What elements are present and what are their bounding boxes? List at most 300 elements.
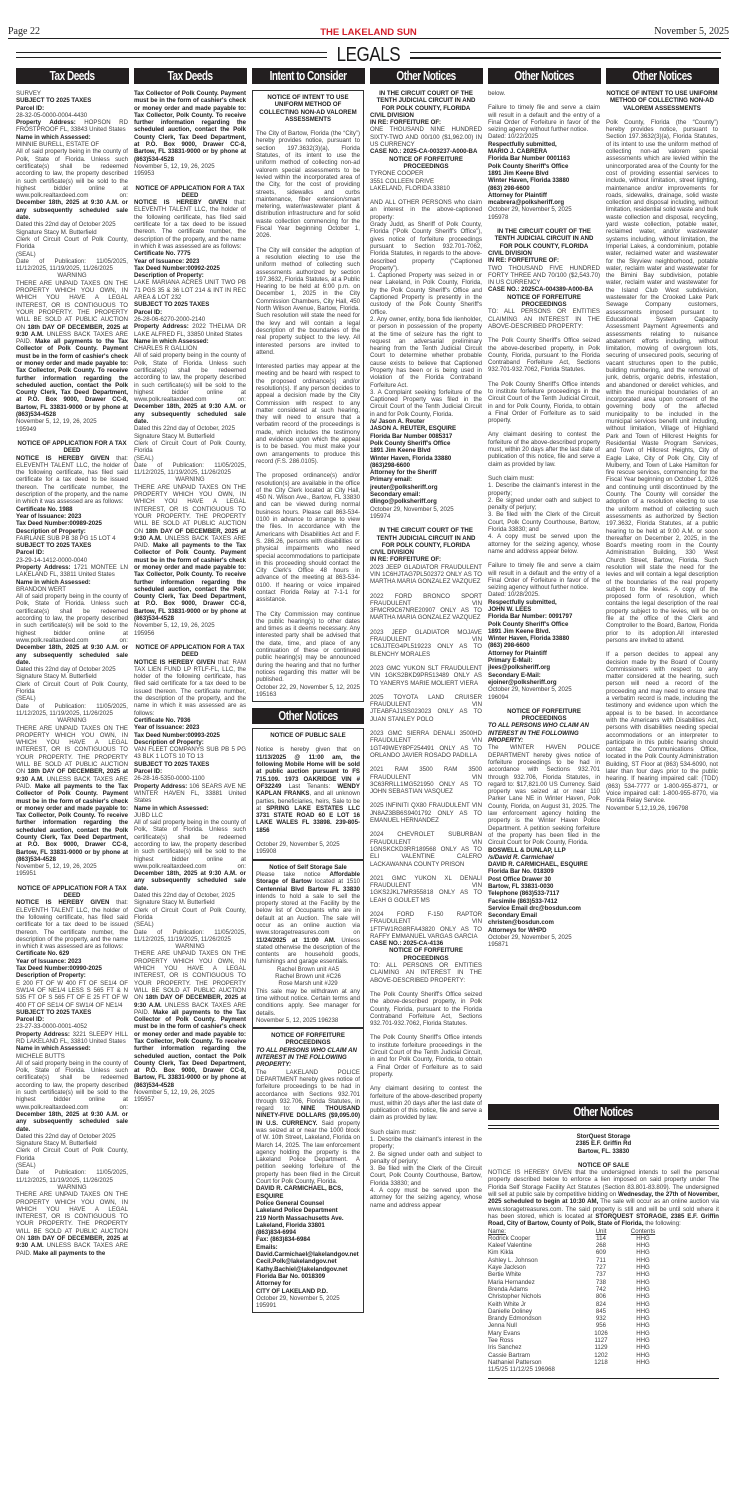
notice-line: November 5, 12, 19, 26, 2025 <box>134 162 215 170</box>
notice-footer: 11/5/25 11/12/25 196968 <box>488 1366 555 1374</box>
contents: HHG <box>636 1285 650 1293</box>
notice-line: BRANDON WERT <box>16 585 66 593</box>
notice-label: jlees@polksheriff.org <box>488 664 551 672</box>
body-text: 1. Captioned Property was seized in or near Lakeland, in Polk County, Florida, by the Polk County Sheriff's Office and Captioned Property is presently in the custody of the Polk County Sheriff's Office. <box>370 272 482 316</box>
body-text: This sale may be withdrawn at any time without notice. Certain terms and conditions apply. See manager for details. <box>256 987 360 1017</box>
notice-label: Facsimile (863)533-7412 <box>488 897 558 905</box>
table-row <box>488 1293 719 1300</box>
body-text: 2022 FORD BRONCO SPORT FRAUDULENT VIN 3FMCR9C67NRE20907 ONLY AS TO MARTHA MARIA GONZALEZ VAZQUEZ <box>370 592 482 622</box>
table-row <box>488 1337 719 1344</box>
contents: HHG <box>636 1278 650 1286</box>
notice-line: E 200 FT OF W 400 FT OF SE1/4 OF SW1/4 OF NE1/4 LESS S 565 FT & N 535 FT OF S 565 FT OF E 25 FT OF W 400 FT OF SE1/4 OF SW1/4 OF NE1/4 <box>16 979 128 1009</box>
spacer <box>606 112 718 119</box>
emphasis-text: NOTICE IS HEREBY GIVEN <box>16 899 110 907</box>
section-header-label: Tax Deeds <box>50 69 95 83</box>
emphasis-text: SPRING LAKE ESTATES LLC 3731 STATE ROAD 60 E LOT 16 LAKE WALES FL 33898. 239-805-1856 <box>256 804 360 834</box>
notice-line: November 5,12,19,26, 196798 <box>606 804 689 812</box>
section-header-label: Other Notices <box>632 69 693 83</box>
notice-label: CITY OF LAKELAND P.D. <box>256 1287 328 1295</box>
contents: HHG <box>636 1351 650 1359</box>
notice-paragraph <box>16 899 128 950</box>
body-text: Please take notice <box>256 870 330 878</box>
section-header-label: Tax Deeds <box>168 69 213 83</box>
body-text: TO: ALL PERSONS OR ENTITIES CLAIMING AN INTEREST IN THE ABOVE-DESCRIBED PROPERTY: <box>370 962 482 984</box>
body-text: located at 1510 <box>311 878 361 886</box>
body-text: THERE ARE UNPAID TAXES ON THE PROPERTY WHICH YOU OWN, IN WHICH YOU HAVE A LEGAL INTEREST, OR IS CONTIGUOUS TO YOUR PROPERTY. THE PROPERTY WILL BE SOLD AT PUBLIC AUCTION ON <box>134 483 246 535</box>
notice-label: Tax Deed Number:00990-2025 <box>16 965 102 973</box>
body-text: 2023 GMC YUKON SLT FRAUDULENT VIN 1GKS2BKD9PR513489 ONLY AS TO YANERYS MARIE MOLIERT VIERA <box>370 664 482 687</box>
notice-line: Signature Stacy M. Butterfield <box>16 228 97 236</box>
table-row <box>488 1242 719 1249</box>
notice-centered-line: WARNING <box>57 272 87 280</box>
notice-label: SUBJECT TO 2025 TAXES <box>134 760 210 768</box>
spacer <box>370 759 482 766</box>
emphasis-text: Property Address: <box>16 564 71 571</box>
unit-number: 956 <box>595 1322 607 1330</box>
tenant-name: Jenna Null <box>488 1322 517 1330</box>
body-text: intends to hold a sale to sell the property stored at the Facility by the below list of Occupants who are in default at an Auction. The sale will occur as an online auction via www.storagetreasures.com on <box>256 892 360 937</box>
banner-line <box>16 52 327 58</box>
notice-heading: NOTICE OF PUBLIC SALE <box>270 732 346 740</box>
column-5 <box>488 90 600 1095</box>
notice-line: Date of Publication: 11/05/2025, 11/12/2025, 11/19/2025, 11/26/2025 <box>134 461 246 477</box>
body-text: THERE ARE UNPAID TAXES ON THE PROPERTY WHICH YOU OWN, IN WHICH YOU HAVE A LEGAL INTEREST, OR IS CONTIGUOUS TO YOUR PROPERTY. THE PROPERTY WILL BE SOLD AT PUBLIC AUCTION ON <box>16 724 128 776</box>
emphasis-text: 18th DAY OF DECEMBER, 2025 at 9:30 A.M. <box>16 768 128 783</box>
body-text: Interested parties may appear at the meeting and be heard with respect to the proposed ordinance(s) and/or resolution(s). If any person decides to appeal a decision made by the City Commission with respect to any matter considered at such hearing, they will need to ensure that a verbatim record of the proceedings is made, which includes the testimony and evidence upon which the appeal is to be based. You must make your own arrangements to produce this record (F.S. 286.0105). <box>256 363 360 465</box>
body-text: If a person decides to appeal any decision made by the Board of County Commissioners with respect to any matter considered at the hearing, such person will need a record of the proceeding and may need to ensure that a verbatim record is made, including the testimony and evidence upon which the appeal is to be based. In accordance with the Americans with Disabilities Act, persons with disabilities needing special accommodations or an interpreter to participate in this public hearing should contact the Communications Office, located in the Polk County Administration Building, ST Floor at (863) 534-6090, not later than four days prior to the public hearing. If hearing impaired call: (TDD) (863) 534-7777 or 1-800-955-8771, or Voice impaired call: 1-800-955-8770, via Florida Relay Service. <box>606 651 718 805</box>
body-text: Polk County, Florida (the “County”) hereby provides notice, pursuant to Section 197.3632(3)(a), Florida Statutes, of its intent to use the uniform method of collecting non-ad valorem special assessments which are levied within the unincorporated area of the County for the cost of providing essential services to include, without limitation, street lighting, maintenance and/or improvements for roads, sidewalks, drainage, solid waste collection and disposal including, without limitation, residential solid waste and bulk waste collection and disposal, recycling, yard waste collection, potable water, reclaimed water, and/or wastewater systems including, without limitation, the Imperial Lakes, a condominium, potable water, reclaimed water and wastewater for the Skyview neighborhood, potable water, reclaim water and wastewater for the Bimini Bay subdivision, potable water, reclaim water and wastewater for the Island Club West subdivision, wastewater for the Crooked Lake Park Sewage Company customers, assessments imposed pursuant to Educational System Capacity Assessment Payment Agreements and assessments relating to nuisance abatement efforts including, without limitation, mowing of overgrown lots, securing of unsecured pools, securing of vacant structures open to the public, building numbering, and the removal of junk, debris, organic debris, infestation, and abandoned or derelict vehicles, and within the municipal boundaries of an incorporated area upon consent of the governing body of the affected municipality to be included in the municipal services benefit unit including, without limitation, Village of Highland Park and Town of Hillcrest Heights for Residential Waste Program Services, and Town of Hillcrest Heights, City of Eagle Lake, City of Polk City, City of Mulberry, and Town of Lake Hamilton for fire rescue services, commencing for the Fiscal Year beginning on October 1, 2026 and continuing until discontinued by the County. The County will consider the adoption of a resolution electing to use the uniform method of collecting such assessments as authorized by Section 197.3632, Florida Statutes, at a public hearing to be held at 9:00 A.M. or soon thereafter on December 2, 2025, in the Board's meeting room in the County Administration Building, 330 West Church Street, Bartow, Florida. Such resolution will state the need for the levies and will contain a legal description of the boundaries of the real property subject to the levies. A copy of the proposed form of resolution, which contains the legal description of the real property subject to the levies, will be on file at the office of the Clerk and Comptroller to the Board, Bartow, Florida prior to its adoption.All interested persons are invited to attend. <box>606 118 718 644</box>
notice-label: Tax Deed Number:00993-2025 <box>134 731 220 739</box>
body-text: The Polk County Sheriff's Office intends to institute forfeiture proceedings in the Circuit Court of the Tenth Judicial Circuit, in and for Polk County, Florida, to obtain a Final Order of Forfeiture as to said property. <box>488 380 600 425</box>
notice-label: Description of Property: <box>134 738 204 746</box>
notice-line: below. <box>488 90 506 97</box>
spacer <box>370 984 482 991</box>
notice-label: Year of Issuance: 2023 <box>134 724 200 732</box>
notice-line: (SEAL) <box>134 454 154 462</box>
notice-line: 195871 <box>488 941 509 949</box>
notice-title: NOTICE OF SALE <box>577 1161 630 1169</box>
notice-label: (863)298-6600 <box>370 461 410 469</box>
body-text: that: ELEVENTH TALENT LLC, the holder of the following certificate, has filed said certificate for a tax deed to be issued thereon. The certificate number, the description of the property, and the name in which it was assessed are as follows: <box>134 199 246 250</box>
notice-paragraph <box>256 746 360 834</box>
spacer <box>134 178 246 185</box>
body-text: 106 SEARS AVE NE WINTER HAVEN FL, 33881 United States <box>134 782 246 805</box>
spacer <box>256 739 360 746</box>
double-rule <box>488 1125 719 1129</box>
notice-line: Clerk of Circuit Court of Polk County, Florida <box>134 906 246 921</box>
contents: HHG <box>636 1293 650 1301</box>
notice-line: Clerk of Circuit Court of Polk County, Florida <box>134 439 246 455</box>
notice-centered-line: Rose Marsh unit #J29 <box>278 980 338 988</box>
notice-paragraph <box>256 1069 360 1186</box>
notice-paragraph <box>606 119 718 644</box>
notice-heading: NOTICE OF APPLICATION FOR A TAX DEED <box>135 643 245 659</box>
section-header <box>606 68 719 84</box>
notice-label: JOHN W. LEES <box>488 606 532 613</box>
notice-line: 3551 COLLEEN DRIVE <box>370 177 435 185</box>
notice-label: CASE NO.: 2025-CA-4136 <box>370 940 444 948</box>
notice-paragraph <box>370 766 482 795</box>
body-text: 2025 TOYOTA LAND CRUISER FRAUDULENT VIN JTEABFAJ1SS023023 ONLY AS TO JUAN STANLEY POLO <box>370 693 482 723</box>
notice-label: SUBJECT TO 2025 TAXES <box>16 1008 92 1016</box>
body-text: the following: <box>643 1220 681 1228</box>
notice-paragraph <box>370 316 482 389</box>
section-header <box>488 1104 719 1120</box>
notice-line: October 29, November 5, 2025 <box>256 841 340 849</box>
notice-line: 2. Be signed under oath and subject to penalty of perjury; <box>370 1150 482 1165</box>
unit-number: 268 <box>595 1242 607 1250</box>
contents: HHG <box>636 1322 650 1330</box>
table-row <box>488 1315 719 1322</box>
notice-label: Tax Deed Number:00992-2025 <box>134 264 220 272</box>
body-text: Unless stated otherwise the description of the contents are household goods, furnishings and garage essentials. <box>256 936 360 966</box>
notice-label: Polk County Sheriff's Office <box>488 162 569 170</box>
notice-label: Parcel ID: <box>134 768 163 776</box>
body-text: The Polk County Sheriff's Office seized the above-described property, in Polk County, Florida, pursuant to the Florida Contraband Forfeiture Act, Sections 932.701-932.7062, Florida Statutes. <box>370 990 482 1028</box>
notice-line: MICHELE BUTTS <box>16 1052 65 1060</box>
column-6 <box>606 90 718 1095</box>
spacer <box>16 433 128 440</box>
section-header-label: Intent to Consider <box>270 69 347 83</box>
emphasis-text: Property Address: <box>16 1030 70 1038</box>
spacer <box>370 795 482 802</box>
section-header <box>134 68 247 84</box>
notice-line: October 29, November 5, 2025 <box>488 686 572 694</box>
notice-paragraph <box>370 831 482 867</box>
column-3 <box>252 90 364 1505</box>
notice-label: Year of Issuance: 2023 <box>16 957 82 965</box>
unit-number: 806 <box>595 1293 607 1301</box>
notice-paragraph <box>370 991 482 1027</box>
table-row <box>488 1359 719 1366</box>
notice-paragraph <box>370 911 482 940</box>
body-text: UNLESS BACK TAXES ARE PAID. <box>134 534 246 550</box>
notice-label: 1891 Jim Keene Blvd. <box>488 627 551 635</box>
spacer <box>370 824 482 831</box>
notice-label: Parcel ID: <box>16 549 45 557</box>
notice-label: Florida Bar Number: 0091797 <box>488 613 573 621</box>
table-row <box>488 1322 719 1329</box>
notice-label: mcabrera@polksheriff.org <box>488 199 565 207</box>
notice-line: (SEAL) <box>16 695 36 703</box>
emphasis-text: Wednesday, the 27th of November, 2025 scheduled to begin at 10:30 AM, <box>488 1191 719 1206</box>
notice-paragraph <box>370 962 482 984</box>
body-text: Any claimant desiring to contest the forfeiture of the above-described property must, within 20 days after the last date of publication of this notice, file and serve a claim as provided by law. <box>370 1085 482 1122</box>
notice-centered-line: WARNING <box>175 943 205 951</box>
table-row <box>488 1301 719 1308</box>
notice-line: Date of Publication: 11/05/2025, 11/12/2025, 11/19/2025, 11/26/2025 <box>16 257 128 273</box>
notice-line: Dated this 22nd day of October 2025 <box>16 221 116 229</box>
body-text: Notice is hereby given that on <box>256 746 360 754</box>
notice-label: Respectfully submitted, <box>488 598 557 606</box>
notice-paragraph <box>16 593 128 666</box>
notice-line: Signature Stacy M. Butterfield <box>16 1140 97 1148</box>
notice-heading: NOTICE OF INTENT TO USE UNIFORM METHOD OF COLLECTING NON-AD VALOREM ASSESSMENTS <box>259 94 357 123</box>
tenant-name: Keith White Jr <box>488 1300 526 1308</box>
contents: HHG <box>636 1234 650 1242</box>
notice-paragraph <box>370 694 482 723</box>
notice-label: Polk County Sheriff's Office <box>370 439 451 447</box>
notice-paragraph <box>488 381 600 425</box>
notice-paragraph <box>370 875 482 904</box>
notice-label: IN RE: FORFEITURE OF: <box>370 556 442 564</box>
tenant-name: Kaleef Valentine <box>488 1242 532 1250</box>
notice-label: (863) 298-6600 <box>488 184 530 192</box>
emphasis-text: Make all payments to the Tax Collector of Polk County. Payment must be in the form of cashier's check or money order and made payable to: Tax Collector, Polk County. To receive further information regarding the scheduled auction, contact the Polk County Clerk, Tax Deed Department, at P.O. Box 9000, Drawer CC-8, Bartow, FL 33831-9000 or by phone at (863)534-4528 <box>16 782 128 863</box>
notice-label: Florida Bar No. 018309 <box>488 868 554 876</box>
unit-number: 845 <box>595 1307 607 1315</box>
spacer <box>134 637 246 644</box>
notice-label: Service Email drc@bosdun.com <box>488 904 581 912</box>
notice-label: dlingo@polksheriff.org <box>370 498 437 506</box>
notice-label: SUBJECT TO 2025 TAXES <box>16 97 92 105</box>
spacer <box>370 723 482 730</box>
notice-paragraph <box>488 265 600 287</box>
notice-line: 195974 <box>370 512 391 520</box>
notice-line: Signature Stacy M. Butterfield <box>134 899 215 907</box>
spacer <box>488 97 600 104</box>
body-text: The City will consider the adoption of a resolution electing to use the uniform method of collecting such assessments authorized by section 197.3632, Florida Statutes, at a Public Hearing to be held at 6:00 p.m. on December 1, 2025 in the City Commission Chambers, City Hall, 450 North Wilson Avenue, Bartow, Florida. Such resolution will state the need for the levy and will contain a legal description of the boundaries of the real property subject to the levy. All interested persons are invited to attend. <box>256 246 360 356</box>
body-text: Last Tenants: <box>281 782 338 790</box>
unit-number: 1129 <box>594 1344 608 1352</box>
contents: HHG <box>636 1242 650 1250</box>
emphasis-text: NINE THOUSAND NINETY-FIVE DOLLARS ($9,095.00) IN U.S. CURRENCY. <box>256 1105 360 1127</box>
notice-label: DAVID R. CARMICHAEL, ESQUIRE <box>488 861 588 869</box>
unit-number: 711 <box>596 1256 606 1264</box>
notice-line: JUBD LLC <box>134 811 163 819</box>
body-text: that: ELEVENTH TALENT LLC, the holder of the following certificate, has filed said certificate for a tax deed to be issued thereon. The certificate number, the description of the property, and the name in which it was assessed are as follows: <box>16 454 128 506</box>
table-row <box>488 1271 719 1278</box>
spacer <box>370 904 482 911</box>
notice-label: Name in which Assessed: <box>134 337 209 345</box>
contents: HHG <box>636 1264 650 1272</box>
emphasis-text: NOTICE IS HEREBY GIVEN <box>134 658 216 666</box>
emphasis-text: Property Address: <box>134 782 188 790</box>
notice-line: SURVEY <box>16 90 41 97</box>
tenant-name: Ashley L. Johnson <box>488 1256 538 1264</box>
notice-centered-line: WARNING <box>57 717 87 725</box>
notice-italic-heading: /s/David R. Carmichael <box>488 853 554 861</box>
notice-heading: NOTICE OF FORFEITURE PROCEEDINGS <box>389 155 463 170</box>
spacer <box>606 644 718 651</box>
spacer <box>256 834 360 841</box>
notice-line: 195908 <box>256 848 277 856</box>
emphasis-text: Make all payments to the Tax Collector of Polk County. Payment must be in the form of cashier's check or money order and made payable to: Tax Collector, Polk County. To receive further information regarding the scheduled auction, contact the Polk County Clerk, Tax Deed Department, at P.O. Box 9000, Drawer CC-8, Bartow, FL 33831-9000 or by phone at (863)534-4528 <box>134 542 246 623</box>
table-row <box>488 1264 719 1271</box>
emphasis-text: December 18th, 2025 at 9:30 A.M. or any subsequently scheduled sale date. <box>16 199 128 222</box>
notice-label: Attorney for Plaintiff <box>488 191 547 199</box>
unit-number: 727 <box>595 1264 607 1272</box>
contents: HHG <box>636 1344 650 1352</box>
spacer <box>370 520 482 527</box>
contents: HHG <box>636 1249 650 1257</box>
body-text: Failure to timely file and serve a claim will result in a default and the entry of a Final Order of Forfeiture in favor of the seizing agency without further notice. <box>488 104 600 134</box>
spacer <box>16 878 128 885</box>
body-text: 2023 JEEP GLADIATOR MOJAVE FRAUDULENT VIN 1C6JJTEG4PL519223 ONLY AS TO BLENCHY MORALES <box>370 628 482 658</box>
body-text: 2024 CHEVROLET SUBURBAN FRAUDULENT VIN 1GNSKCKD3RR189568 ONLY AS TO ELI VALENTINE CALERO LACKAWANNA COUNTY PRISON <box>370 831 482 868</box>
notice-label: SUBJECT TO 2025 TAXES <box>16 542 92 550</box>
notice-line: FAIRLANE SUB PB 38 PG 15 LOT 4 <box>16 534 116 542</box>
spacer <box>488 221 600 228</box>
spacer <box>488 330 600 337</box>
emphasis-text: December 18th, 2025 at 9:30 A.M. or any subsequently scheduled sale date. <box>16 1110 128 1133</box>
facility-city: Bartow, FL. 33830 <box>577 1147 630 1155</box>
emphasis-text: 18th DAY OF DECEMBER, 2025 at 9:30 A.M. <box>16 1235 128 1250</box>
notice-paragraph <box>488 562 600 591</box>
tenant-name: Rodrick Cooper <box>488 1234 531 1242</box>
body-text: The LAKELAND POLICE DEPARTMENT hereby gives notice of forfeiture proceedings to be had in accordance with Sections 932.701 through 932.706, Florida Statutes, in regard to: <box>256 1068 360 1113</box>
notice-label: Secondary email: <box>370 491 421 499</box>
notice-paragraph <box>606 651 718 804</box>
section-title: LEGALS <box>336 43 401 66</box>
emphasis-text: December 18th, 2025 at 9:30 A.M. or any subsequently scheduled sale date. <box>134 403 246 426</box>
notice-label: JASON A. REUTER, ESQUIRE <box>370 425 457 433</box>
spacer <box>488 701 600 708</box>
tenant-name: Cassie Bartram <box>488 1351 530 1359</box>
body-text: 3221 SLEEPY HILL RD LAKELAND FL, 33810 United States <box>16 1030 128 1045</box>
notice-heading: IN THE CIRCUIT COURT OF THE TENTH JUDICIAL CIRCUIT IN AND FOR POLK COUNTY, FLORIDA <box>376 527 476 549</box>
spacer <box>256 240 360 247</box>
notice-label: jreuter@polksheriff.org <box>370 483 438 491</box>
tenant-name: Kaye Jackson <box>488 1264 526 1272</box>
notice-label: DAVID R. CARMICHAEL, BCS, ESQUIRE <box>256 1185 343 1200</box>
notice-label: Parcel ID: <box>16 1016 45 1024</box>
table-header <box>488 1228 719 1235</box>
spacer <box>256 465 360 472</box>
page-number: Page 22 <box>8 26 40 37</box>
notice-line: 195956 <box>134 629 155 637</box>
notice-line: TYRONE COOPER <box>370 170 424 178</box>
notice-label: CASE NO.: 2025CA-004389-A000-BA <box>488 286 594 294</box>
spacer <box>488 424 600 431</box>
notice-line: Date of Publication: 11/05/2025, 11/12/2025, 11/19/2025, 11/26/2025 <box>16 702 128 717</box>
notice-paragraph <box>134 323 246 338</box>
notice-label: Certificate No. 1988 <box>16 505 73 513</box>
body-text: AND ALL OTHER PERSONS who claim an interest in the above-captioned property: <box>370 199 482 221</box>
notice-label: Police General Counsel <box>256 1199 325 1207</box>
body-text: All of said property being in the county of Polk, State of Florida. Unless such certificate(s) shall be redeemed according to law, the property described in such certificate(s) will be sold to the highest bidder online at www.polk.realtaxdeed.com on: <box>16 148 128 200</box>
table-row <box>488 1279 719 1286</box>
notice-line: LAKE MARIANA ACRES UNIT TWO PB 71 PGS 35 & 36 LOT 214 & INT IN REC AREA & LOT 232 <box>134 279 246 302</box>
spacer <box>370 1122 482 1129</box>
notice-label: Kathy.Bachiel@lakelandgov.net <box>256 1265 348 1273</box>
spacer <box>370 868 482 875</box>
notice-line: Dated this 22nd day of October 2025 <box>16 1132 116 1140</box>
emphasis-text: Centennial Blvd Bartow FL 33830 <box>256 885 360 893</box>
notice-centered-line: WARNING <box>175 476 205 484</box>
notice-paragraph <box>134 950 246 1089</box>
table-row <box>488 1344 719 1351</box>
notice-heading: NOTICE OF FORFEITURE PROCEEDINGS <box>507 707 581 723</box>
notice-label: Primary email: <box>370 476 413 484</box>
notice-label: Name in which Assessed: <box>16 133 91 141</box>
facility-name: StorQuest Storage <box>576 1133 631 1140</box>
notice-paragraph <box>370 199 482 221</box>
notice-line: 195957 <box>134 1096 155 1104</box>
notice-paragraph <box>370 564 482 586</box>
body-text: UNLESS BACK TAXES ARE PAID. <box>16 1242 128 1257</box>
emphasis-text: December 18th, 2025 at 9:30 A.M. or any subsequently scheduled sale date. <box>134 870 246 892</box>
table-row <box>488 1286 719 1293</box>
notice-paragraph <box>488 1169 719 1227</box>
emphasis-text: 18th DAY OF DECEMBER, 2025 at 9:30 A.M. <box>134 527 246 542</box>
notice-label: Description of Property: <box>16 527 86 535</box>
notice-label: IN RE: FORFEITURE OF: <box>488 257 560 265</box>
notice-line: November 5, 12, 19, 26, 2025 <box>16 418 97 426</box>
notice-box <box>252 90 364 702</box>
notice-paragraph <box>16 280 128 419</box>
notice-line: October 29, November 5, 2025 <box>256 1294 340 1302</box>
spacer <box>256 123 360 130</box>
notice-label: 219 North Massachusetts Ave. <box>256 1214 344 1222</box>
notice-heading: Notice of Self Storage Sale <box>269 863 347 871</box>
body-text: The City Commission may continue the public hearing(s) to other dates and times as it deems necessary. Any interested party shall be advised that the date, time, and place of any continuation of these or continued public hearing(s) may be announced during the hearing and that no further notices regarding this matter will be published. <box>256 610 360 684</box>
emphasis-text: WENDY KAPLAN FRANKS <box>256 782 360 798</box>
body-text: All of said property being in the county of Polk, State of Florida. Unless such certificate(s) shall be redeemed according to law, the property described in such certificate(s) will be sold to the highest bidder online at www.polk.realtaxdeed.com on: <box>16 593 128 644</box>
body-text: The City of Bartow, Florida (the “City”) hereby provides notice, pursuant to section 197.3632(3)(a), Florida Statutes, of its intent to use the uniform method of collecting non-ad valorem special assessments to be levied within the incorporated area of the City, for the cost of providing streets, sidewalks and curbs maintenance, fiber extension/smart metering, water/wastewater plant & distribution infrastructure and for solid waste collection commencing for the Fiscal Year beginning October 1, 2026. <box>256 130 360 240</box>
notice-label: BOSWELL & DUNLAP, LLP <box>488 846 566 854</box>
notice-paragraph <box>370 126 482 148</box>
body-text: 3. A Complaint seeking forfeiture of the Captioned Property was filed in the Circuit Court of the Tenth Judicial Circuit in and for Polk County, Florida. <box>370 388 482 418</box>
table-row <box>488 1330 719 1337</box>
tenant-name: Nathaniel Patterson <box>488 1358 542 1366</box>
contents: HHG <box>636 1329 650 1337</box>
body-text: Failure to timely file and serve a claim will result in a default and the entry of a Final Order of Forfeiture in favor of the seizing agency without further notice. <box>488 562 600 592</box>
notice-label: (863)834-6994 <box>256 1229 296 1237</box>
body-text: The WINTER HAVEN POLICE DEPARTMENT hereby gives notice of forfeiture proceedings to be had in accordance with Sections 932.701 through 932.706, Florida Statutes, in regard to: $17,821.00 US Currency. Said property was seized at or near 110 Parker Lane NE in Winter Haven, Polk County, Florida, on August 31, 2025. The law enforcement agency holding the property is the Winter Haven Police Department. A petition seeking forfeiture of the property has been filed in the Circuit Court for Polk County, Florida. <box>488 744 600 847</box>
section-header-label: Other Notices <box>278 709 338 724</box>
body-text: 2021 GMC YUKON XL DENALI FRAUDULENT VIN 1GKS2JKL7MR355818 ONLY AS TO LEAH G GOULET MS <box>370 874 482 904</box>
notice-label: Certificate No. 629 <box>16 950 70 958</box>
emphasis-text: NOTICE IS HEREBY GIVEN <box>134 199 228 207</box>
notice-paragraph <box>370 1034 482 1078</box>
notice-paragraph <box>16 119 128 134</box>
emphasis-text: Tax Collector of Polk County. Payment must be in the form of cashier's check or money order and made payable to: Tax Collector, Polk County. To receive further information regarding the scheduled auction, contact the Polk County Clerk, Tax Deed Department, at P.O. Box 9000, Drawer CC-8, Bartow, FL 33831-9000 or by phone at (863)534-4528 <box>134 90 246 163</box>
notice-label: Attorney for the Sheriff <box>370 469 437 477</box>
notice-paragraph <box>370 730 482 759</box>
notice-label: Fax: (863)834-6984 <box>256 1236 311 1244</box>
notice-line: 1. Describe the claimant's interest in the property; <box>370 1136 482 1151</box>
notice-label: ejoiner@polksheriff.org <box>488 678 557 686</box>
contents: HHG <box>636 1337 650 1345</box>
notice-paragraph <box>134 783 246 805</box>
body-text: The sale will occur as an online auction via www.storagetreasures.com. The said property is still and will be until sold where it has been stored, which is located at <box>488 1198 719 1220</box>
notice-line: LAKELAND, FLORIDA 33810 <box>370 184 450 192</box>
notice-paragraph <box>16 725 128 864</box>
notice-line: Dated this 22nd day of October 2025 <box>16 666 116 674</box>
tenant-name: Maria Hernandez <box>488 1278 535 1286</box>
notice-label: Respectfully submitted, <box>488 140 557 148</box>
body-text: THERE ARE UNPAID TAXES ON THE PROPERTY WHICH YOU OWN, IN WHICH YOU HAVE A LEGAL INTEREST, OR IS CONTIGUOUS TO YOUR PROPERTY. THE PROPERTY WILL BE SOLD AT PUBLIC AUCTION ON <box>16 1191 128 1243</box>
body-text: 2023 JEEP GLADIATOR FRAUDULENT VIN 1C6HJTAG7PL502372 ONLY AS TO MARTHA MARIA GONZALEZ VAZQUEZ <box>370 563 482 586</box>
notice-line: November 5, 12, 19, 26, 2025 <box>16 863 97 871</box>
emphasis-text: 18th DAY OF DECEMBER, 2025 at 9:30 A.M. <box>134 994 246 1009</box>
notice-line: Clerk of Circuit Court of Polk County, Florida <box>16 235 128 251</box>
notice-label: Certificate No. 7936 <box>134 716 191 724</box>
notice-label: Florida Bar No. 0018309 <box>256 1272 326 1280</box>
contents: HHG <box>636 1315 650 1323</box>
notice-line: (SEAL) <box>134 921 154 929</box>
emphasis-text: 11/13/2025 @ 11:00 am, the following Mobile Home will be sold at public auction pursuant to FS 715.109. <box>256 753 360 783</box>
emphasis-text: 1973 OAKRIDGE VIN # OF32249 <box>256 775 360 790</box>
notice-paragraph <box>256 363 360 465</box>
notice-line: 195991 <box>256 1302 277 1310</box>
contents: HHG <box>636 1307 650 1315</box>
notice-line: Such claim must: <box>488 474 535 482</box>
notice-line: Dated: 10/22/2025 <box>488 133 539 141</box>
body-text: UNLESS BACK TAXES ARE PAID. <box>134 1001 246 1016</box>
unit-number: 738 <box>595 1278 607 1286</box>
